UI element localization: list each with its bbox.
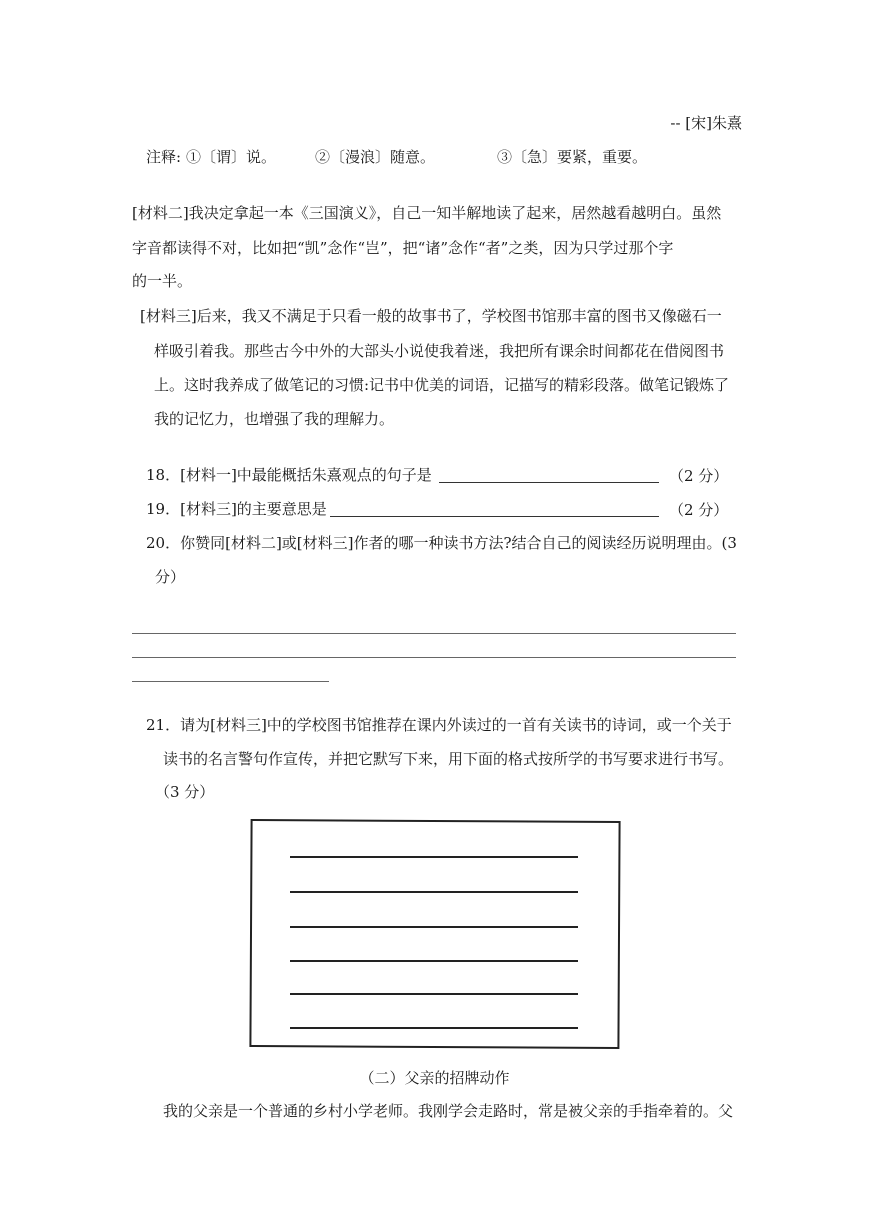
material2-line-3: 的一半。 — [132, 272, 193, 290]
question-20-line-1: 20．你赞同[材料二]或[材料三]作者的哪一种读书方法?结合自己的阅读经历说明理由。(3 — [146, 534, 737, 552]
notes-prefix: 注释: — [146, 148, 182, 166]
question-18-text: 18．[材料一]中最能概括朱熹观点的句子是 — [146, 466, 432, 484]
writing-board-line-4[interactable] — [290, 960, 578, 962]
answer-rule-2[interactable] — [132, 657, 736, 658]
writing-board-line-6[interactable] — [290, 1027, 578, 1029]
poem-attribution: -- [宋]朱熹 — [670, 114, 742, 132]
note-1: ①〔谓〕说。 — [186, 148, 277, 166]
question-19-text: 19．[材料三]的主要意思是 — [146, 500, 327, 518]
question-21-line-2: 读书的名言警句作宣传，并把它默写下来，用下面的格式按所学的书写要求进行书写。 — [163, 750, 734, 768]
question-21-line-3: （3 分） — [155, 783, 215, 801]
writing-board-line-5[interactable] — [290, 993, 578, 995]
writing-board-line-2[interactable] — [290, 891, 578, 893]
material3-line-2: 样吸引着我。那些古今中外的大部头小说使我着迷，我把所有课余时间都花在借阅图书 — [154, 342, 725, 360]
writing-board — [249, 819, 620, 1049]
answer-rule-1[interactable] — [132, 633, 736, 634]
material3-line-1: [材料三]后来，我又不满足于只看一般的故事书了，学校图书馆那丰富的图书又像磁石一 — [140, 307, 722, 325]
note-2: ②〔漫浪〕随意。 — [315, 148, 436, 166]
material3-line-4: 我的记忆力，也增强了我的理解力。 — [154, 410, 395, 428]
material3-line-3: 上。这时我养成了做笔记的习惯:记书中优美的词语，记描写的精彩段落。做笔记锻炼了 — [154, 376, 730, 394]
note-3: ③〔急〕要紧，重要。 — [497, 148, 648, 166]
question-19-answer-blank[interactable] — [330, 516, 659, 517]
question-18-answer-blank[interactable] — [439, 482, 659, 483]
question-20-line-2: 分） — [155, 568, 186, 586]
question-19 — [146, 499, 327, 519]
question-18-score: （2 分） — [669, 467, 729, 485]
writing-board-line-3[interactable] — [290, 926, 578, 928]
question-19-score: （2 分） — [669, 501, 729, 519]
answer-rule-3[interactable] — [132, 681, 329, 682]
story-paragraph-line-1: 我的父亲是一个普通的乡村小学老师。我刚学会走路时，常是被父亲的手指牵着的。父 — [163, 1102, 734, 1120]
material2-line-2: 字音都读得不对，比如把“凯”念作“岂”，把“诸”念作“者”之类，因为只学过那个字 — [132, 239, 674, 257]
question-21-line-1: 21．请为[材料三]中的学校图书馆推荐在课内外读过的一首有关读书的诗词，或一个关于 — [146, 716, 732, 734]
material2-line-1: [材料二]我决定拿起一本《三国演义》，自己一知半解地读了起来，居然越看越明白。虽然 — [132, 204, 722, 222]
question-18 — [146, 465, 432, 485]
section-title: （二）父亲的招牌动作 — [359, 1069, 510, 1087]
writing-board-line-1[interactable] — [290, 856, 578, 858]
